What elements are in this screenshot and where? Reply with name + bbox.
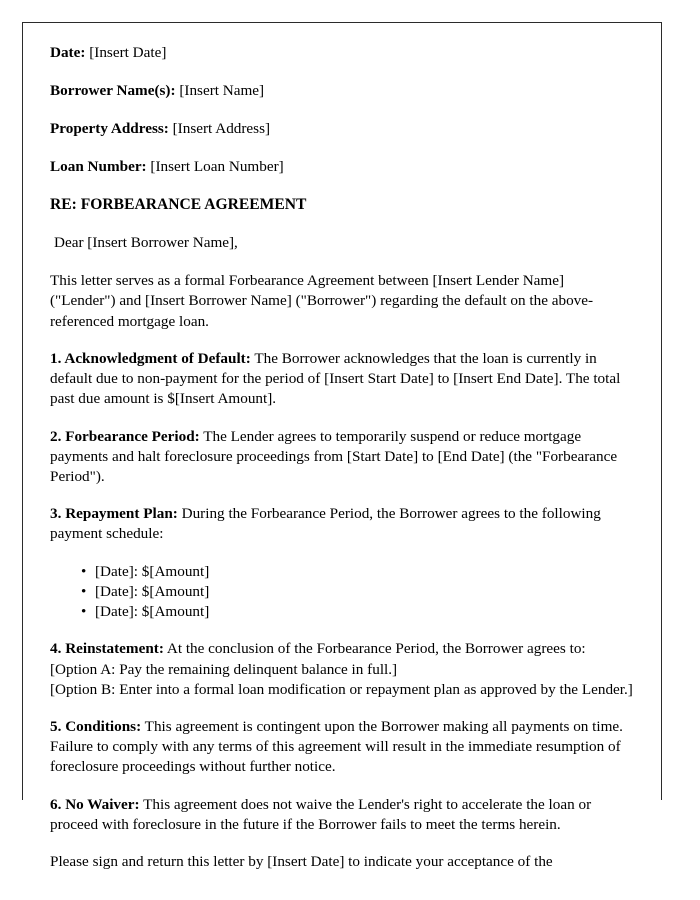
section-repayment-plan — [50, 504, 633, 544]
section-forbearance-period — [50, 427, 633, 488]
section-1-title: 1. Acknowledgment of Default: — [50, 349, 251, 367]
section-acknowledgment-of-default — [50, 349, 633, 410]
field-date-label: Date: — [50, 44, 86, 61]
field-property-address-value: [Insert Address] — [172, 120, 271, 137]
section-3-title: 3. Repayment Plan: — [50, 505, 178, 523]
bullet-icon: • — [81, 603, 87, 621]
salutation: Dear [Insert Borrower Name], — [54, 234, 238, 252]
bullet-icon: • — [81, 562, 87, 580]
section-3-body: During the Forbearance Period, the Borrower agrees to the following payment schedule: — [50, 505, 601, 543]
field-date — [50, 43, 633, 62]
section-4-body: At the conclusion of the Forbearance Period, the Borrower agrees to: — [163, 640, 586, 658]
payment-schedule-item-text: [Date]: $[Amount] — [95, 562, 210, 580]
bullet-icon: • — [81, 582, 87, 600]
list-item — [50, 582, 633, 602]
section-5-body: This agreement is contingent upon the Borrower making all payments on time. Failure to comply with any terms of this agreement will result in the immediate resumption of foreclosure proceedings without further notice. — [50, 717, 623, 776]
field-date-value: [Insert Date] — [89, 44, 167, 61]
section-4-title: 4. Reinstatement: — [50, 640, 164, 658]
reinstatement-option-a: [Option A: Pay the remaining delinquent balance in full.] — [50, 660, 398, 678]
subject-heading: RE: FORBEARANCE AGREEMENT — [50, 196, 307, 213]
section-6-title: 6. No Waiver: — [50, 795, 140, 813]
section-5-title: 5. Conditions: — [50, 717, 142, 735]
field-property-address — [50, 119, 633, 138]
field-loan-number-value: [Insert Loan Number] — [150, 158, 284, 175]
section-conditions — [50, 717, 633, 778]
list-item — [50, 562, 633, 582]
field-borrower-name-value: [Insert Name] — [179, 82, 265, 99]
intro-paragraph: This letter serves as a formal Forbearance Agreement between [Insert Lender Name] ("Lender") and [Insert Borrower Name] ("Borrower") regarding the default on the above-referenced mortgage loan. — [50, 272, 594, 330]
field-borrower-name-label: Borrower Name(s): — [50, 82, 176, 99]
document-page — [22, 22, 662, 871]
field-loan-number-label: Loan Number: — [50, 158, 147, 175]
clipped-closing-paragraph: Please sign and return this letter by [Insert Date] to indicate your acceptance of the — [50, 853, 553, 871]
section-no-waiver — [50, 795, 633, 835]
section-1-body: The Borrower acknowledges that the loan is currently in default due to non-payment for the period of [Insert Start Date] to [Insert End Date]. The total past due amount is $[Insert Amount]. — [50, 349, 621, 408]
reinstatement-option-b: [Option B: Enter into a formal loan modification or repayment plan as approved by the Lender.] — [50, 680, 633, 698]
document-body — [50, 43, 633, 871]
list-item — [50, 602, 633, 622]
section-2-body: The Lender agrees to temporarily suspend or reduce mortgage payments and halt foreclosure proceedings from [Start Date] to [End Date] (the "Forbearance Period"). — [50, 427, 618, 485]
section-reinstatement — [50, 639, 633, 700]
payment-schedule-item-text: [Date]: $[Amount] — [95, 603, 210, 621]
field-borrower-name — [50, 81, 633, 100]
field-property-address-label: Property Address: — [50, 120, 169, 137]
payment-schedule-item-text: [Date]: $[Amount] — [95, 582, 210, 600]
field-loan-number — [50, 157, 633, 176]
payment-schedule-list — [50, 562, 633, 623]
section-2-title: 2. Forbearance Period: — [50, 427, 200, 445]
section-6-body: This agreement does not waive the Lender's right to accelerate the loan or proceed with foreclosure in the future if the Borrower fails to meet the terms herein. — [50, 795, 592, 833]
